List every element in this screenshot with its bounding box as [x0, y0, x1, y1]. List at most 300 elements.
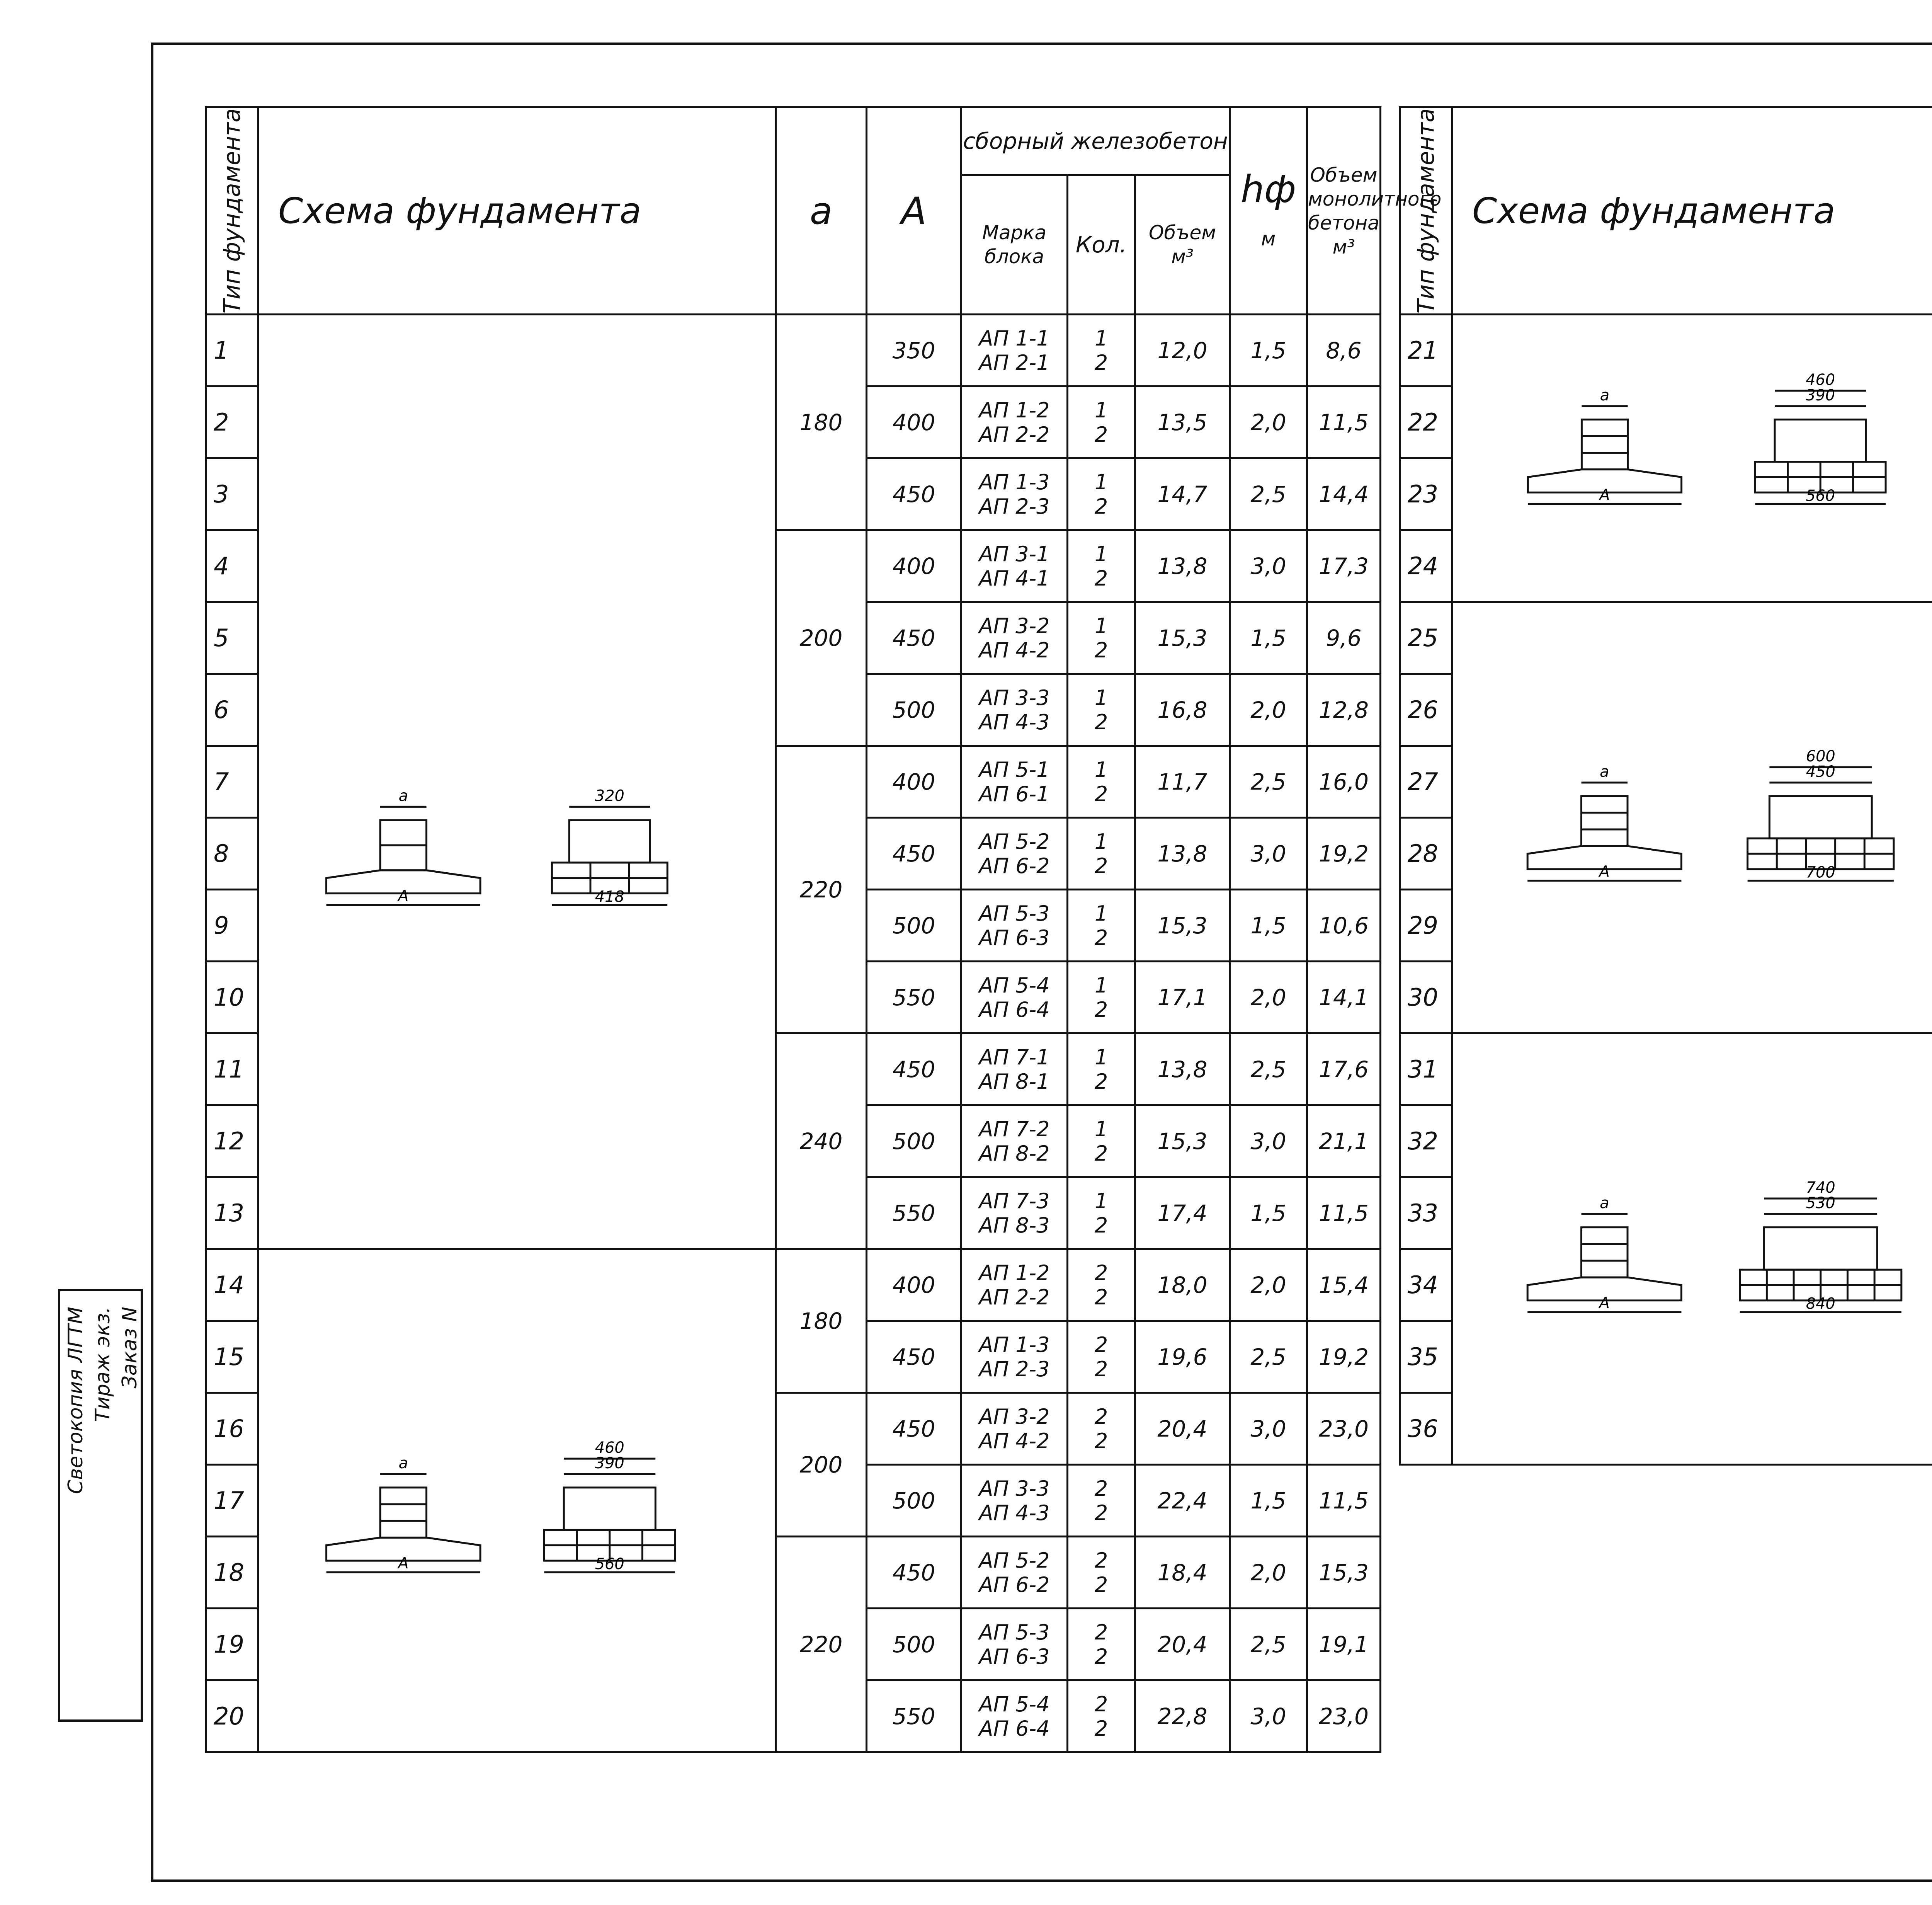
- block-mark: [961, 1609, 1068, 1680]
- block-volume: 15,3: [1135, 602, 1230, 674]
- block-qty: [1068, 530, 1135, 602]
- block-qty-2: 2: [1094, 710, 1108, 734]
- dim-A: 450: [867, 602, 961, 674]
- dim-mid-label: 450: [1806, 763, 1835, 781]
- block-qty-2: 2: [1094, 1069, 1108, 1094]
- block-volume: 13,8: [1135, 530, 1230, 602]
- block-qty: [1068, 1609, 1135, 1680]
- block-mark-1: АП 1-2: [979, 398, 1050, 422]
- block-qty-2: 2: [1094, 997, 1108, 1022]
- type-number: 17: [206, 1465, 258, 1537]
- block-mark: [961, 1249, 1068, 1321]
- block-qty-1: 1: [1094, 901, 1108, 926]
- type-number: 35: [1400, 1321, 1452, 1393]
- dim-top-label: 460: [1806, 371, 1835, 389]
- col-mono: Объем монолитного бетона м³: [1307, 107, 1381, 315]
- scheme-drawing: [259, 1250, 775, 1751]
- block-mark-2: АП 6-4: [979, 997, 1050, 1022]
- foundation-scheme: [1452, 315, 1932, 602]
- block-mark-1: АП 1-1: [979, 326, 1050, 351]
- block-mark: [961, 530, 1068, 602]
- section-labels: [1806, 864, 1835, 882]
- dim-a: 200: [776, 530, 867, 746]
- block-volume: 13,8: [1135, 1033, 1230, 1105]
- mono-volume: 23,0: [1307, 1680, 1381, 1752]
- hf-value: 3,0: [1230, 1105, 1307, 1177]
- block-mark: [961, 602, 1068, 674]
- mono-volume: 16,0: [1307, 746, 1381, 818]
- block-qty-2: 2: [1094, 1213, 1108, 1238]
- block-mark-1: АП 1-3: [979, 470, 1050, 494]
- block-qty: [1068, 674, 1135, 746]
- hf-value: 1,5: [1230, 1177, 1307, 1249]
- mono-volume: 9,6: [1307, 602, 1381, 674]
- block-mark: [961, 458, 1068, 530]
- block-volume: 13,5: [1135, 386, 1230, 458]
- dim-A-label: А: [398, 887, 409, 905]
- dim-A: 550: [867, 1177, 961, 1249]
- block-qty-1: 1: [1094, 1045, 1108, 1069]
- block-qty-2: 2: [1094, 781, 1108, 806]
- scheme-drawing: [259, 315, 775, 1248]
- block-qty: [1068, 1321, 1135, 1393]
- hf-value: 3,0: [1230, 1393, 1307, 1465]
- mono-volume: 11,5: [1307, 386, 1381, 458]
- scheme-drawing: [1453, 1034, 1932, 1464]
- block-qty: [1068, 1393, 1135, 1465]
- block-mark-1: АП 1-2: [979, 1260, 1050, 1285]
- block-mark-1: АП 3-1: [979, 541, 1050, 566]
- block-mark-2: АП 4-3: [979, 710, 1050, 734]
- block-qty: [1068, 386, 1135, 458]
- block-volume: 22,4: [1135, 1465, 1230, 1537]
- dim-A: 500: [867, 674, 961, 746]
- block-qty-1: 1: [1094, 1117, 1108, 1141]
- mono-volume: 12,8: [1307, 674, 1381, 746]
- block-volume: 16,8: [1135, 674, 1230, 746]
- dim-A: 450: [867, 1393, 961, 1465]
- table-row: [1400, 315, 1932, 386]
- type-number: 14: [206, 1249, 258, 1321]
- block-mark-2: АП 2-2: [979, 1285, 1050, 1309]
- stamp-line-2: Тираж экз.: [91, 1307, 114, 1422]
- block-mark-2: АП 2-3: [979, 494, 1050, 519]
- block-mark-2: АП 8-2: [979, 1141, 1050, 1166]
- block-qty-2: 2: [1094, 566, 1108, 591]
- type-number: 16: [206, 1393, 258, 1465]
- block-volume: 11,7: [1135, 746, 1230, 818]
- block-qty: [1068, 1033, 1135, 1105]
- type-number: 29: [1400, 890, 1452, 962]
- table-row: [1400, 602, 1932, 674]
- block-mark-1: АП 1-3: [979, 1332, 1050, 1357]
- hf-value: 2,5: [1230, 458, 1307, 530]
- block-mark: [961, 315, 1068, 386]
- col-vol: Объем м³: [1135, 175, 1230, 315]
- block-mark-1: АП 5-2: [979, 1548, 1050, 1573]
- dim-A: 350: [867, 315, 961, 386]
- dim-a-label: а: [398, 787, 408, 805]
- hf-value: 2,5: [1230, 746, 1307, 818]
- dim-top-label: 320: [595, 787, 624, 805]
- dim-a: 220: [776, 1537, 867, 1752]
- hf-value: 3,0: [1230, 530, 1307, 602]
- type-number: 18: [206, 1537, 258, 1609]
- dim-A: 400: [867, 386, 961, 458]
- dim-a: 240: [776, 1033, 867, 1249]
- dim-a-label: а: [398, 1454, 408, 1473]
- block-mark-1: АП 7-2: [979, 1117, 1050, 1141]
- block-mark: [961, 1393, 1068, 1465]
- type-number: 5: [206, 602, 258, 674]
- block-qty: [1068, 458, 1135, 530]
- copy-stamp: [58, 1289, 143, 1722]
- block-volume: 20,4: [1135, 1609, 1230, 1680]
- foundation-scheme: [1452, 1033, 1932, 1465]
- type-number: 28: [1400, 818, 1452, 890]
- mono-volume: 11,5: [1307, 1177, 1381, 1249]
- block-qty-2: 2: [1094, 1716, 1108, 1741]
- block-volume: 17,4: [1135, 1177, 1230, 1249]
- block-mark-1: АП 5-2: [979, 829, 1050, 854]
- block-volume: 19,6: [1135, 1321, 1230, 1393]
- block-qty-2: 2: [1094, 1500, 1108, 1525]
- mono-volume: 10,6: [1307, 890, 1381, 962]
- block-mark-2: АП 8-3: [979, 1213, 1050, 1238]
- block-mark-2: АП 4-2: [979, 1428, 1050, 1453]
- scheme-drawing: [1453, 603, 1932, 1032]
- block-volume: 20,4: [1135, 1393, 1230, 1465]
- dim-A: 400: [867, 746, 961, 818]
- type-number: 20: [206, 1680, 258, 1752]
- dim-A: 450: [867, 458, 961, 530]
- type-number: 9: [206, 890, 258, 962]
- block-qty-1: 1: [1094, 1188, 1108, 1213]
- type-number: 3: [206, 458, 258, 530]
- stamp-line-3: Заказ N: [118, 1307, 141, 1389]
- block-volume: 18,0: [1135, 1249, 1230, 1321]
- block-qty-2: 2: [1094, 1428, 1108, 1453]
- mono-volume: 21,1: [1307, 1105, 1381, 1177]
- dim-A-label: А: [1599, 486, 1610, 504]
- block-mark: [961, 386, 1068, 458]
- block-mark-1: АП 3-2: [979, 613, 1050, 638]
- dim-A: 450: [867, 818, 961, 890]
- block-qty: [1068, 1105, 1135, 1177]
- type-number: 32: [1400, 1105, 1452, 1177]
- dim-mid-label: 390: [595, 1454, 624, 1473]
- block-qty-1: 2: [1094, 1620, 1108, 1645]
- type-number: 26: [1400, 674, 1452, 746]
- section-labels: [595, 1555, 624, 1573]
- col-scheme: Схема фундамента: [258, 107, 776, 315]
- right-spec-table: [1399, 106, 1932, 1466]
- table-row: [1400, 1033, 1932, 1105]
- block-volume: 14,7: [1135, 458, 1230, 530]
- block-qty: [1068, 1537, 1135, 1609]
- dim-A: 500: [867, 1105, 961, 1177]
- block-qty-1: 1: [1094, 757, 1108, 782]
- table-row: [206, 315, 1381, 386]
- mono-volume: 19,1: [1307, 1609, 1381, 1680]
- hf-value: 3,0: [1230, 1680, 1307, 1752]
- block-qty-1: 2: [1094, 1404, 1108, 1429]
- dim-mid-label: 530: [1806, 1194, 1835, 1212]
- block-qty-1: 1: [1094, 541, 1108, 566]
- type-number: 27: [1400, 746, 1452, 818]
- type-number: 24: [1400, 530, 1452, 602]
- block-mark: [961, 1321, 1068, 1393]
- block-mark: [961, 1033, 1068, 1105]
- block-qty-2: 2: [1094, 1644, 1108, 1669]
- dim-A: 450: [867, 1321, 961, 1393]
- dim-base-label: 560: [595, 1555, 624, 1573]
- col-type-r: Тип фундамента: [1400, 107, 1452, 315]
- hf-value: 1,5: [1230, 602, 1307, 674]
- dim-a: 180: [776, 315, 867, 530]
- mono-volume: 15,3: [1307, 1537, 1381, 1609]
- block-mark-1: АП 3-3: [979, 1476, 1050, 1501]
- hf-value: 2,0: [1230, 1537, 1307, 1609]
- block-qty-1: 1: [1094, 613, 1108, 638]
- dim-base-label: 700: [1806, 864, 1835, 882]
- block-mark: [961, 1177, 1068, 1249]
- stamp-line-1: Светокопия ЛГТМ: [64, 1307, 87, 1494]
- mono-volume: 8,6: [1307, 315, 1381, 386]
- dim-a-label: а: [1600, 763, 1609, 781]
- block-qty-2: 2: [1094, 925, 1108, 950]
- mono-volume: 17,3: [1307, 530, 1381, 602]
- block-qty-1: 1: [1094, 829, 1108, 854]
- type-number: 30: [1400, 962, 1452, 1033]
- block-qty-1: 1: [1094, 398, 1108, 422]
- mono-volume: 23,0: [1307, 1393, 1381, 1465]
- type-number: 23: [1400, 458, 1452, 530]
- mono-volume: 19,2: [1307, 1321, 1381, 1393]
- block-mark: [961, 674, 1068, 746]
- block-qty-2: 2: [1094, 853, 1108, 878]
- block-mark: [961, 1680, 1068, 1752]
- col-a: а: [776, 107, 867, 315]
- type-number: 6: [206, 674, 258, 746]
- block-mark-1: АП 7-3: [979, 1188, 1050, 1213]
- block-qty: [1068, 1680, 1135, 1752]
- dim-A: 550: [867, 962, 961, 1033]
- block-volume: 15,3: [1135, 1105, 1230, 1177]
- block-mark: [961, 1537, 1068, 1609]
- block-mark-1: АП 5-4: [979, 1692, 1050, 1716]
- block-volume: 17,1: [1135, 962, 1230, 1033]
- block-mark: [961, 1105, 1068, 1177]
- block-mark-2: АП 8-1: [979, 1069, 1050, 1094]
- block-mark-2: АП 2-1: [979, 350, 1050, 375]
- block-mark: [961, 962, 1068, 1033]
- hf-value: 1,5: [1230, 315, 1307, 386]
- col-qty: Кол.: [1068, 175, 1135, 315]
- type-number: 22: [1400, 386, 1452, 458]
- block-volume: 22,8: [1135, 1680, 1230, 1752]
- dim-a: 200: [776, 1393, 867, 1537]
- dim-top-label: 460: [595, 1439, 624, 1457]
- type-number: 31: [1400, 1033, 1452, 1105]
- dim-A: 550: [867, 1680, 961, 1752]
- block-qty: [1068, 818, 1135, 890]
- type-number: 19: [206, 1609, 258, 1680]
- block-qty: [1068, 1249, 1135, 1321]
- block-mark-2: АП 4-2: [979, 638, 1050, 662]
- block-qty: [1068, 602, 1135, 674]
- mono-volume: 17,6: [1307, 1033, 1381, 1105]
- dim-A: 500: [867, 1609, 961, 1680]
- block-qty-1: 2: [1094, 1692, 1108, 1716]
- type-number: 8: [206, 818, 258, 890]
- block-mark-2: АП 6-2: [979, 853, 1050, 878]
- section-labels: [1806, 1295, 1835, 1313]
- dim-mid-label: 390: [1806, 386, 1835, 405]
- block-mark-1: АП 5-3: [979, 901, 1050, 926]
- type-number: 36: [1400, 1393, 1452, 1465]
- dim-a-label: а: [1600, 386, 1610, 405]
- block-qty: [1068, 1177, 1135, 1249]
- hf-value: 2,5: [1230, 1321, 1307, 1393]
- type-number: 2: [206, 386, 258, 458]
- block-qty-2: 2: [1094, 494, 1108, 519]
- block-volume: 12,0: [1135, 315, 1230, 386]
- col-scheme-r: Схема фундамента: [1452, 107, 1932, 315]
- col-type: Тип фундамента: [206, 107, 258, 315]
- block-mark: [961, 746, 1068, 818]
- section-labels: [595, 888, 624, 906]
- hf-value: 2,0: [1230, 674, 1307, 746]
- hf-value: 1,5: [1230, 890, 1307, 962]
- dim-a: 220: [776, 746, 867, 1033]
- block-qty-1: 2: [1094, 1332, 1108, 1357]
- block-mark-1: АП 3-3: [979, 685, 1050, 710]
- block-volume: 13,8: [1135, 818, 1230, 890]
- block-qty-2: 2: [1094, 1285, 1108, 1309]
- mono-volume: 11,5: [1307, 1465, 1381, 1537]
- dim-A: 500: [867, 1465, 961, 1537]
- block-qty-1: 1: [1094, 973, 1108, 998]
- hf-value: 2,5: [1230, 1033, 1307, 1105]
- table-row: [206, 1249, 1381, 1321]
- type-number: 4: [206, 530, 258, 602]
- dim-a: 180: [776, 1249, 867, 1393]
- dim-A: 400: [867, 1249, 961, 1321]
- block-qty: [1068, 315, 1135, 386]
- dim-base-label: 418: [595, 888, 624, 906]
- block-mark-1: АП 7-1: [979, 1045, 1050, 1069]
- block-qty-2: 2: [1094, 638, 1108, 662]
- dim-top-label: 600: [1806, 747, 1835, 766]
- dim-top-label: 740: [1806, 1179, 1835, 1197]
- block-mark-1: АП 5-3: [979, 1620, 1050, 1645]
- dim-base-label: 560: [1806, 487, 1835, 505]
- block-qty-1: 2: [1094, 1260, 1108, 1285]
- block-mark-2: АП 6-1: [979, 781, 1050, 806]
- mono-volume: 15,4: [1307, 1249, 1381, 1321]
- scheme-drawing: [1453, 315, 1932, 601]
- foundation-scheme: [1452, 602, 1932, 1033]
- foundation-scheme: [258, 315, 776, 1249]
- dim-A: 450: [867, 1033, 961, 1105]
- dim-base-label: 840: [1806, 1295, 1835, 1313]
- block-mark-2: АП 6-4: [979, 1716, 1050, 1741]
- block-mark-2: АП 4-1: [979, 566, 1050, 591]
- hf-value: 2,5: [1230, 1609, 1307, 1680]
- block-qty: [1068, 962, 1135, 1033]
- dim-A: 500: [867, 890, 961, 962]
- type-number: 13: [206, 1177, 258, 1249]
- block-mark: [961, 1465, 1068, 1537]
- block-qty: [1068, 890, 1135, 962]
- block-qty-1: 1: [1094, 470, 1108, 494]
- type-number: 10: [206, 962, 258, 1033]
- hf-value: 2,0: [1230, 962, 1307, 1033]
- block-qty-1: 1: [1094, 685, 1108, 710]
- col-hf: hф м: [1230, 107, 1307, 315]
- block-qty-2: 2: [1094, 1357, 1108, 1381]
- block-qty-1: 2: [1094, 1476, 1108, 1501]
- block-qty-1: 2: [1094, 1548, 1108, 1573]
- type-number: 33: [1400, 1177, 1452, 1249]
- dim-a-label: а: [1600, 1194, 1609, 1212]
- dim-A-label: А: [398, 1554, 409, 1573]
- block-qty-2: 2: [1094, 1141, 1108, 1166]
- block-mark-1: АП 3-2: [979, 1404, 1050, 1429]
- block-mark-1: АП 5-1: [979, 757, 1050, 782]
- block-mark-2: АП 4-3: [979, 1500, 1050, 1525]
- block-volume: 18,4: [1135, 1537, 1230, 1609]
- type-number: 7: [206, 746, 258, 818]
- mono-volume: 14,1: [1307, 962, 1381, 1033]
- col-mark: Марка блока: [961, 175, 1068, 315]
- block-mark-2: АП 2-3: [979, 1357, 1050, 1381]
- col-precast: сборный железобетон: [961, 107, 1230, 175]
- dim-A-label: А: [1599, 863, 1610, 881]
- block-volume: 15,3: [1135, 890, 1230, 962]
- block-qty-2: 2: [1094, 1572, 1108, 1597]
- block-mark-2: АП 6-3: [979, 1644, 1050, 1669]
- hf-value: 2,0: [1230, 1249, 1307, 1321]
- type-number: 34: [1400, 1249, 1452, 1321]
- block-qty-2: 2: [1094, 350, 1108, 375]
- block-mark: [961, 890, 1068, 962]
- type-number: 15: [206, 1321, 258, 1393]
- block-qty: [1068, 1465, 1135, 1537]
- hf-value: 2,0: [1230, 386, 1307, 458]
- col-A: А: [867, 107, 961, 315]
- type-number: 12: [206, 1105, 258, 1177]
- hf-value: 1,5: [1230, 1465, 1307, 1537]
- block-mark-2: АП 2-2: [979, 422, 1050, 447]
- hf-value: 3,0: [1230, 818, 1307, 890]
- type-number: 11: [206, 1033, 258, 1105]
- type-number: 25: [1400, 602, 1452, 674]
- block-mark: [961, 818, 1068, 890]
- block-qty: [1068, 746, 1135, 818]
- dim-A-label: А: [1599, 1294, 1610, 1313]
- block-qty-1: 1: [1094, 326, 1108, 351]
- dim-A: 450: [867, 1537, 961, 1609]
- section-labels: [1806, 487, 1835, 505]
- mono-volume: 14,4: [1307, 458, 1381, 530]
- dim-A: 400: [867, 530, 961, 602]
- type-number: 21: [1400, 315, 1452, 386]
- foundation-scheme: [258, 1249, 776, 1752]
- block-mark-2: АП 6-3: [979, 925, 1050, 950]
- block-mark-1: АП 5-4: [979, 973, 1050, 998]
